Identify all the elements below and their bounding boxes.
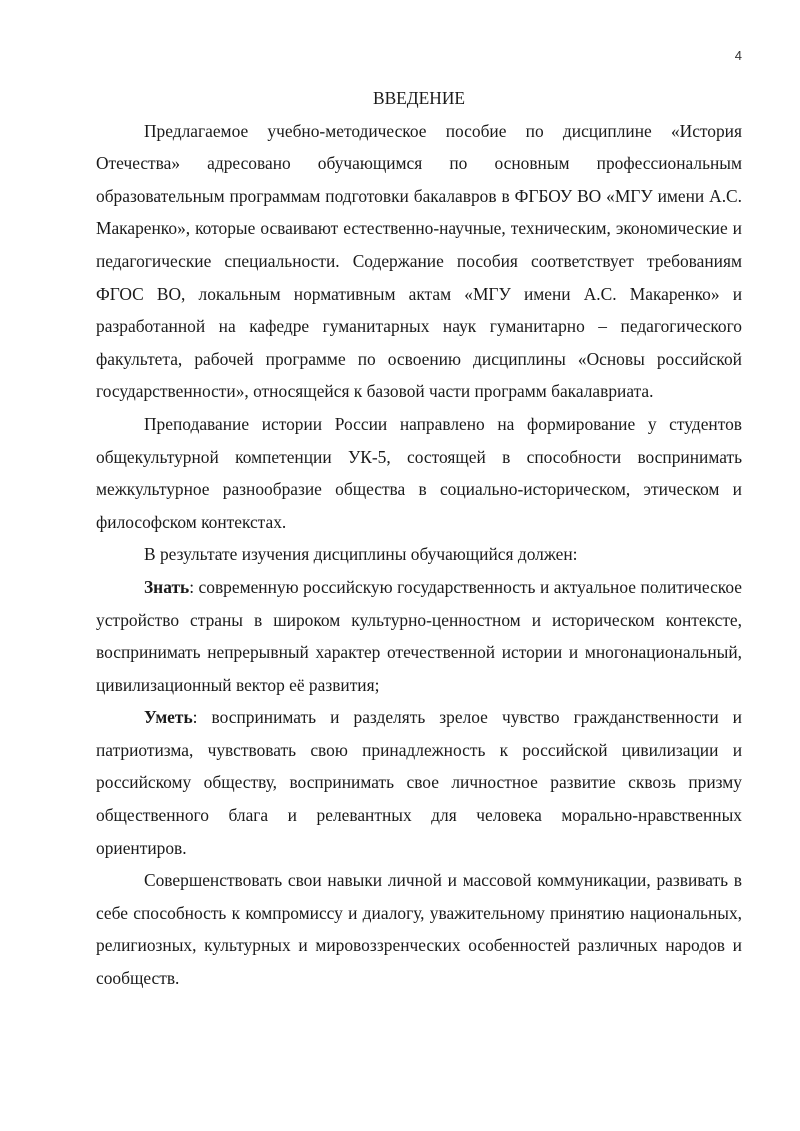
paragraph-teaching-text: Преподавание истории России направлено на формирование у студентов общекультурной компетенции УК-5, состоящей в способности воспринимать межкультурное разнообразие общества в социально-историческом, этическом и философском контекстах. [96, 413, 742, 532]
paragraph-outcomes [96, 538, 742, 571]
able-term: Уметь [144, 707, 193, 728]
paragraph-improve-text: Совершенствовать свои навыки личной и массовой коммуникации, развивать в себе способность к компромиссу и диалогу, уважительному принятию национальных, религиозных, культурных и мировоззренческих особенностей различных народов и сообществ. [96, 870, 742, 989]
section-heading: ВВЕДЕНИЕ [372, 88, 466, 108]
paragraph-know-text: : современную российскую государственность и актуальное политическое устройство страны в широком культурно-ценностном и историческом контексте, воспринимать непрерывный характер отечественной истории и многонациональный, цивилизационный вектор её развития; [96, 576, 742, 695]
paragraph-intro [96, 115, 742, 408]
page-content [96, 82, 742, 995]
know-term: Знать [144, 576, 190, 597]
paragraph-able-text: : воспринимать и разделять зрелое чувство гражданственности и патриотизма, чувствовать свою принадлежность к российской цивилизации и российскому обществу, воспринимать свое личностное развитие сквозь призму общественного блага и релевантных для человека морально-нравственных ориентиров. [96, 707, 742, 858]
paragraph-intro-text: Предлагаемое учебно-методическое пособие по дисциплине «История Отечества» адресовано обучающимся по основным профессиональным образовательным программам подготовки бакалавров в ФГБОУ ВО «МГУ имени А.С. Макаренко», которые осваивают естественно-научные, техническим, экономические и педагогические специальности. Содержание пособия соответствует требованиям ФГОС ВО, локальным нормативным актам «МГУ имени А.С. Макаренко» и разработанной на кафедре гуманитарных наук гуманитарно – педагогического факультета, рабочей программе по освоению дисциплины «Основы российской государственности», относящейся к базовой части программ бакалавриата. [96, 120, 742, 402]
paragraph-improve [96, 864, 742, 994]
paragraph-able [96, 701, 742, 864]
paragraph-teaching [96, 408, 742, 538]
paragraph-outcomes-text: В результате изучения дисциплины обучающийся должен: [144, 544, 578, 565]
paragraph-know [96, 571, 742, 701]
page-number: 4 [734, 48, 742, 63]
